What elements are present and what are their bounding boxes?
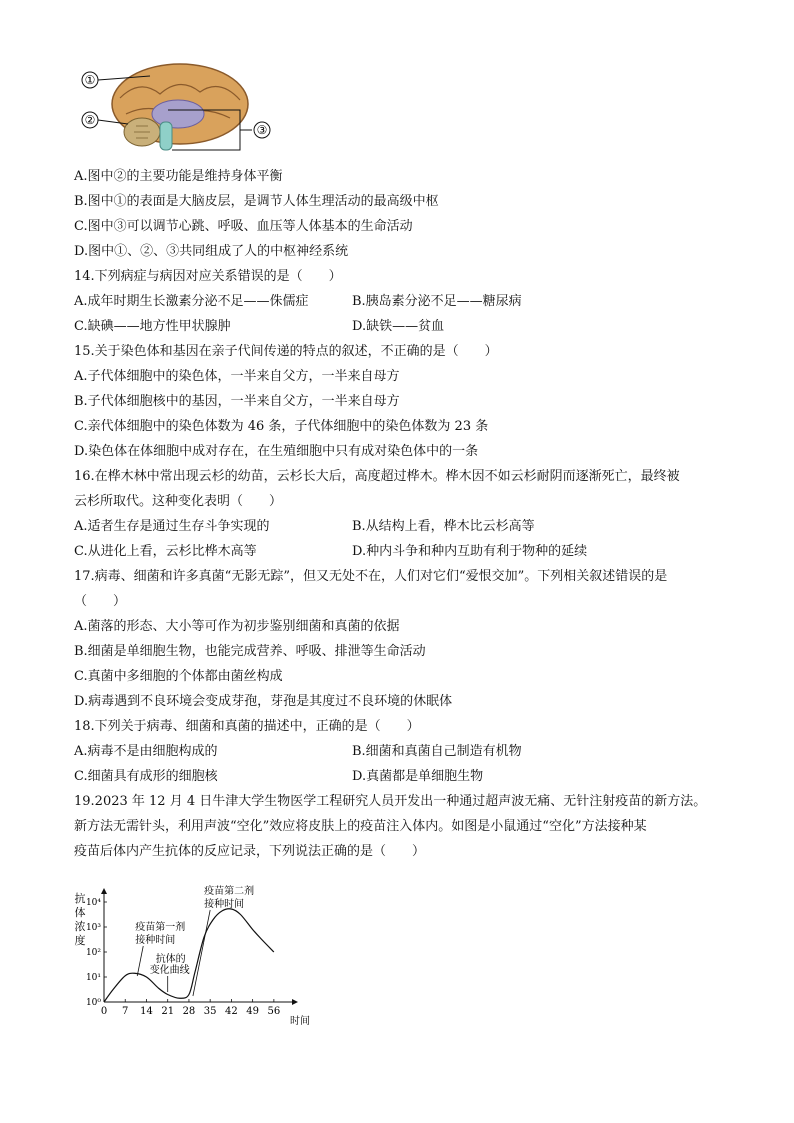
annotation-second-dose-line2: 接种时间: [204, 899, 245, 910]
brain-figure: [80, 58, 280, 158]
y-tick-label: 10⁰: [85, 998, 101, 1008]
q14-option-b: B.胰岛素分泌不足——糖尿病: [352, 294, 522, 309]
q18-option-b: B.细菌和真菌自己制造有机物: [352, 744, 522, 759]
y-tick-label: 10³: [85, 923, 101, 933]
x-tick-label: 56: [267, 1006, 281, 1017]
annotation-first-dose-pointer: [137, 946, 143, 976]
q14-option-a: A.成年时期生长激素分泌不足——侏儒症: [74, 294, 309, 309]
antibody-curve: [104, 909, 274, 1002]
q17-option-b: B.细菌是单细胞生物，也能完成营养、呼吸、排泄等生命活动: [74, 644, 426, 659]
q15-option-a: A.子代体细胞中的染色体，一半来自父方，一半来自母方: [74, 369, 400, 384]
q15-stem: 15.关于染色体和基因在亲子代间传递的特点的叙述，不正确的是（ ）: [74, 344, 498, 359]
annotation-second-dose-line1: 疫苗第二剂: [204, 886, 255, 897]
q15-option-c: C.亲代体细胞中的染色体数为 46 条，子代体细胞中的染色体数为 23 条: [74, 419, 489, 434]
label-1: ①: [84, 73, 96, 87]
q14-stem: 14.下列病症与病因对应关系错误的是（ ）: [74, 269, 342, 284]
q19-stem-line3: 疫苗后体内产生抗体的反应记录，下列说法正确的是（ ）: [74, 844, 426, 859]
q13-option-b: B.图中①的表面是大脑皮层，是调节人体生理活动的最高级中枢: [74, 194, 439, 209]
q13-option-d: D.图中①、②、③共同组成了人的中枢神经系统: [74, 244, 349, 259]
q18-option-d: D.真菌都是单细胞生物: [352, 769, 484, 784]
q14-option-c: C.缺碘——地方性甲状腺肿: [74, 319, 231, 334]
y-axis-label-char: 浓: [74, 920, 86, 933]
q16-option-a: A.适者生存是通过生存斗争实现的: [74, 519, 270, 534]
y-axis-arrow: [101, 888, 107, 894]
y-tick-label: 10²: [85, 948, 101, 958]
q17-option-c: C.真菌中多细胞的个体都由菌丝构成: [74, 669, 283, 684]
q13-option-c: C.图中③可以调节心跳、呼吸、血压等人体基本的生命活动: [74, 219, 413, 234]
q19-stem-line2: 新方法无需针头，利用声波“空化”效应将皮肤上的疫苗注入体内。如图是小鼠通过“空化”方法接种某: [74, 819, 647, 834]
q17-option-d: D.病毒遇到不良环境会变成芽孢，芽孢是其度过不良环境的休眠体: [74, 694, 453, 709]
x-tick-label: 35: [203, 1006, 217, 1017]
x-tick-label: 42: [225, 1006, 238, 1017]
q17-stem-line1: 17.病毒、细菌和许多真菌“无影无踪”，但又无处不在，人们对它们“爱恨交加”。下列相关叙述错误的是: [74, 569, 668, 584]
q17-option-a: A.菌落的形态、大小等可作为初步鉴别细菌和真菌的依据: [74, 619, 400, 634]
annotation-curve-line1: 抗体的: [155, 954, 186, 965]
x-tick-label: 7: [122, 1006, 129, 1017]
q16-stem-line1: 16.在桦木林中常出现云杉的幼苗，云杉长大后，高度超过桦木。桦木因不如云杉耐阴而逐渐死亡，最终被: [74, 469, 680, 484]
annotation-first-dose-line2: 接种时间: [135, 935, 176, 946]
y-axis-label-char: 抗: [74, 892, 86, 905]
annotation-first-dose-line1: 疫苗第一剂: [135, 922, 186, 933]
q18-stem: 18.下列关于病毒、细菌和真菌的描述中，正确的是（ ）: [74, 719, 420, 734]
x-tick-label: 49: [246, 1006, 260, 1017]
annotation-curve-line2: 变化曲线: [149, 965, 190, 976]
q13-option-a: A.图中②的主要功能是维持身体平衡: [74, 169, 283, 184]
q16-option-c: C.从进化上看，云杉比桦木高等: [74, 544, 257, 559]
y-axis-label-char: 度: [74, 934, 86, 947]
label-2: ②: [84, 113, 96, 127]
brainstem-shape: [160, 122, 172, 150]
y-axis-label-char: 体: [74, 906, 86, 919]
q15-option-b: B.子代体细胞核中的基因，一半来自父方，一半来自母方: [74, 394, 400, 409]
q19-stem-line1: 19.2023 年 12 月 4 日牛津大学生物医学工程研究人员开发出一种通过超声波无痛、无针注射疫苗的新方法。: [74, 794, 707, 809]
q16-option-b: B.从结构上看，桦木比云杉高等: [352, 519, 535, 534]
x-tick-label: 14: [140, 1006, 153, 1017]
q15-option-d: D.染色体在体细胞中成对存在，在生殖细胞中只有成对染色体中的一条: [74, 444, 479, 459]
diencephalon-shape: [152, 100, 204, 128]
q18-option-a: A.病毒不是由细胞构成的: [74, 744, 218, 759]
x-axis-label: 时间: [290, 1016, 310, 1027]
y-tick-label: 10¹: [85, 973, 101, 983]
q16-option-d: D.种内斗争和种内互助有利于物种的延续: [352, 544, 588, 559]
annotation-second-dose-pointer: [193, 910, 210, 996]
q18-option-c: C.细菌具有成形的细胞核: [74, 769, 218, 784]
q16-stem-line2: 云杉所取代。这种变化表明（ ）: [74, 494, 283, 509]
x-tick-label: 21: [161, 1006, 175, 1017]
x-tick-label: 28: [182, 1006, 196, 1017]
q14-option-d: D.缺铁——贫血: [352, 319, 445, 334]
x-tick-label: 0: [100, 1006, 108, 1017]
x-axis-arrow: [292, 999, 298, 1005]
y-tick-label: 10⁴: [85, 898, 101, 908]
q17-stem-line2: （ ）: [74, 594, 127, 609]
label-3: ③: [256, 123, 268, 137]
antibody-chart: [70, 880, 310, 1030]
